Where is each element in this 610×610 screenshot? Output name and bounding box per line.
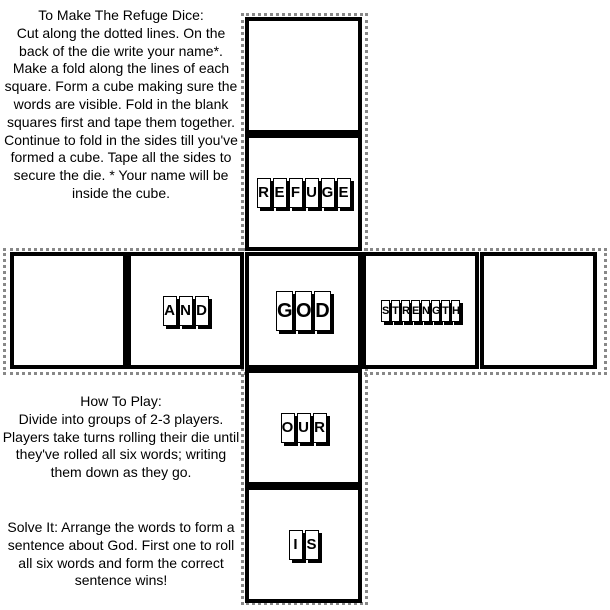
letter-tile: T xyxy=(441,300,450,322)
letter-tile: U xyxy=(305,178,319,208)
word-refuge xyxy=(249,178,358,208)
die-face-our xyxy=(245,369,362,486)
die-face-and xyxy=(127,252,244,369)
die-face-left-blank xyxy=(10,252,127,369)
letter-tile: H xyxy=(451,300,460,322)
play-instructions: How To Play: Divide into groups of 2-3 players. Players take turns rolling their die until they've rolled all six words; writing them down as they go. xyxy=(2,393,240,481)
letter-tile: T xyxy=(391,300,400,322)
letter-tile: D xyxy=(314,291,331,331)
word-is xyxy=(249,530,358,560)
make-instructions: To Make The Refuge Dice: Cut along the dotted lines. On the back of the die write your name*. Make a fold along the lines of each square. Form a cube making sure the words are visible. Fold in the blank squares first and tape them together. Continue to fold in the sides till you've formed a cube. Tape all the sides to secure the die. * Your name will be inside the cube. xyxy=(4,7,238,201)
letter-tile: S xyxy=(305,530,319,560)
die-face-top-blank xyxy=(245,17,362,134)
letter-tile: E xyxy=(273,178,287,208)
letter-tile: F xyxy=(289,178,303,208)
letter-tile: N xyxy=(179,296,193,326)
letter-tile: G xyxy=(276,291,293,331)
die-face-god xyxy=(245,252,362,369)
letter-tile: S xyxy=(381,300,390,322)
letter-tile: R xyxy=(401,300,410,322)
letter-tile: G xyxy=(321,178,335,208)
letter-tile: G xyxy=(431,300,440,322)
letter-tile: E xyxy=(411,300,420,322)
die-face-strength xyxy=(362,252,479,369)
letter-tile: R xyxy=(257,178,271,208)
letter-tile: O xyxy=(295,291,312,331)
letter-tile: A xyxy=(163,296,177,326)
letter-tile: U xyxy=(297,413,311,443)
word-god xyxy=(249,291,358,331)
word-and xyxy=(131,296,240,326)
letter-tile: I xyxy=(289,530,303,560)
die-face-right-blank xyxy=(480,252,597,369)
letter-tile: O xyxy=(281,413,295,443)
word-our xyxy=(249,413,358,443)
die-face-is xyxy=(245,486,362,603)
die-face-refuge xyxy=(245,134,362,251)
letter-tile: E xyxy=(337,178,351,208)
solve-instructions: Solve It: Arrange the words to form a sentence about God. First one to roll all six words and form the correct sentence wins! xyxy=(7,519,235,589)
letter-tile: R xyxy=(313,413,327,443)
letter-tile: D xyxy=(195,296,209,326)
letter-tile: N xyxy=(421,300,430,322)
word-strength xyxy=(366,300,475,322)
